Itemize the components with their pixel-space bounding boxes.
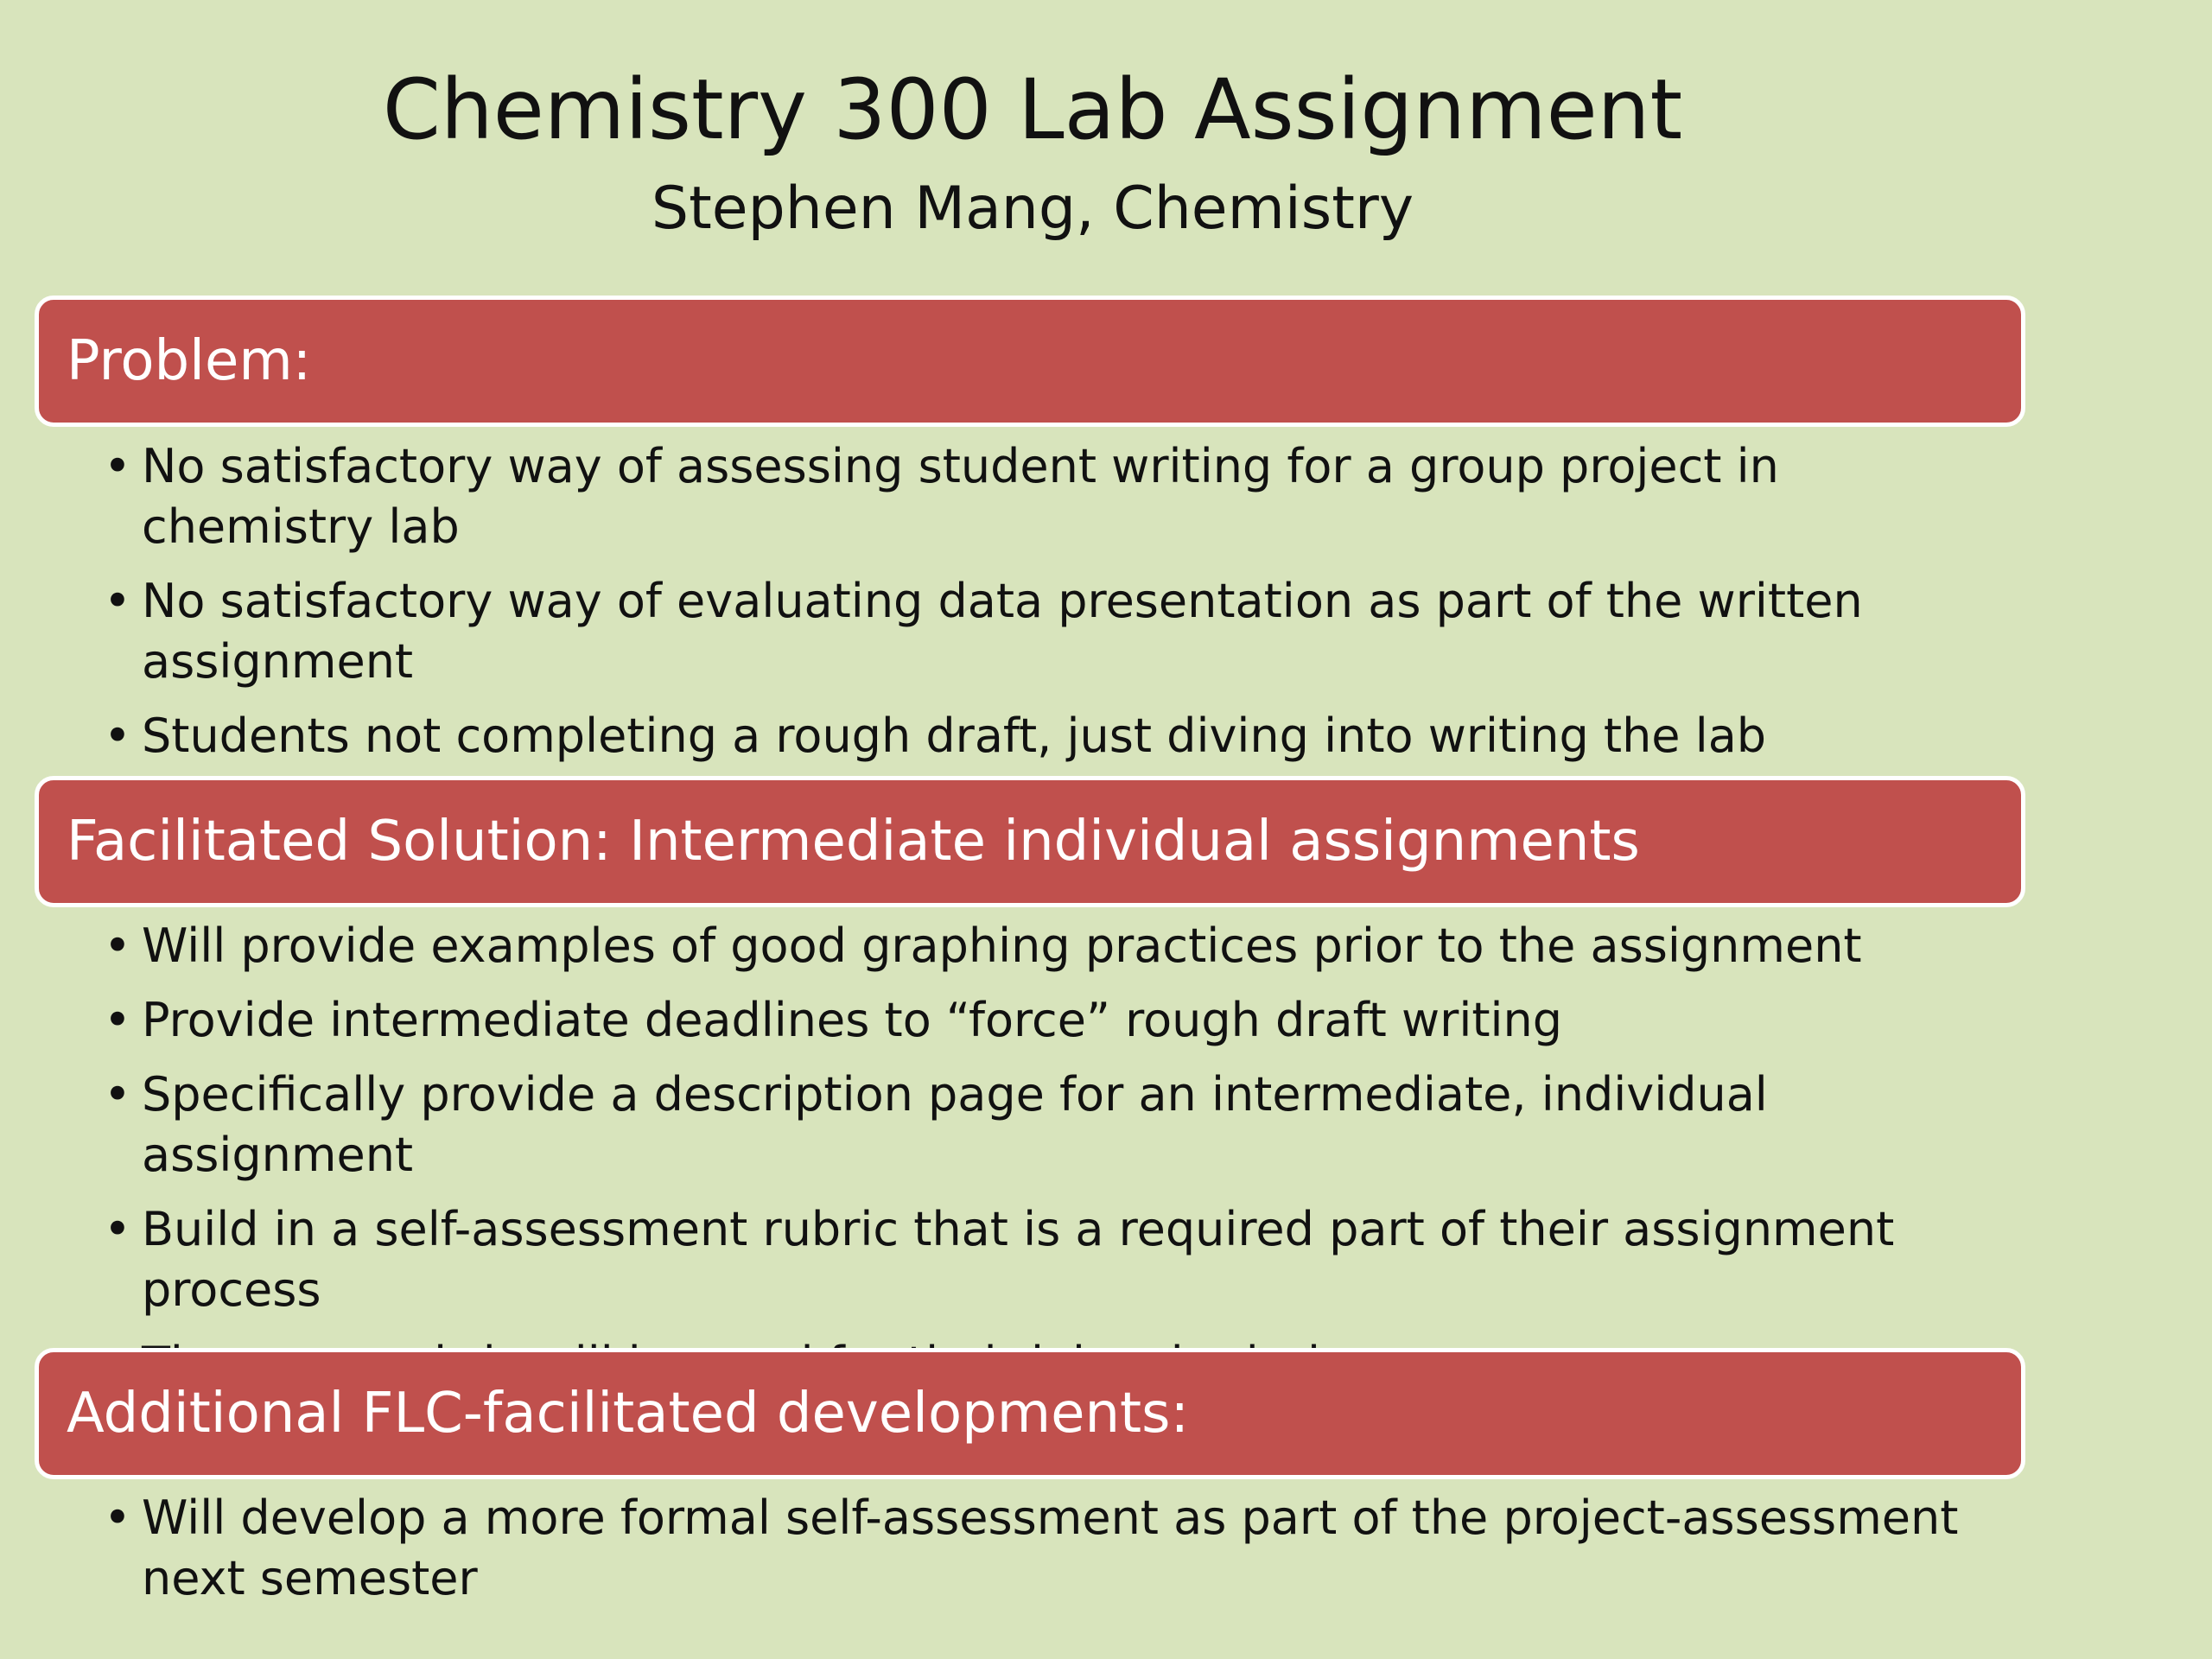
developments-header: Additional FLC-facilitated developments: xyxy=(35,1348,2025,1479)
solution-header: Facilitated Solution: Intermediate individual assignments xyxy=(35,776,2025,907)
problem-header: Problem: xyxy=(35,296,2025,427)
developments-bullet-item: • Will develop a more formal self-assessment as part of the project-assessment next semester xyxy=(104,1488,2005,1609)
problem-bullet-item: • Students not completing a rough draft, just diving into writing the lab xyxy=(104,706,2005,827)
slide-title: Chemistry 300 Lab Assignment xyxy=(382,61,1683,158)
solution-bullet-item: • Specifically provide a description page for an intermediate, individual assignment xyxy=(104,1065,2005,1185)
solution-bullet-item: • Build in a self-assessment rubric that is a required part of their assignment process xyxy=(104,1199,2005,1320)
problem-bullet-item: • No satisfactory way of evaluating data presentation as part of the written assignment xyxy=(104,571,2005,692)
developments-bullet-list xyxy=(104,1488,2005,1623)
slide-subtitle: Stephen Mang, Chemistry xyxy=(651,175,1414,243)
solution-bullet-item: • Provide intermediate deadlines to “force” rough draft writing xyxy=(104,990,2005,1051)
solution-bullet-list xyxy=(104,916,2005,1408)
solution-bullet-item: • Will provide examples of good graphing practices prior to the assignment xyxy=(104,916,2005,976)
problem-bullet-item: • No satisfactory way of assessing student writing for a group project in chemistry lab xyxy=(104,436,2005,557)
